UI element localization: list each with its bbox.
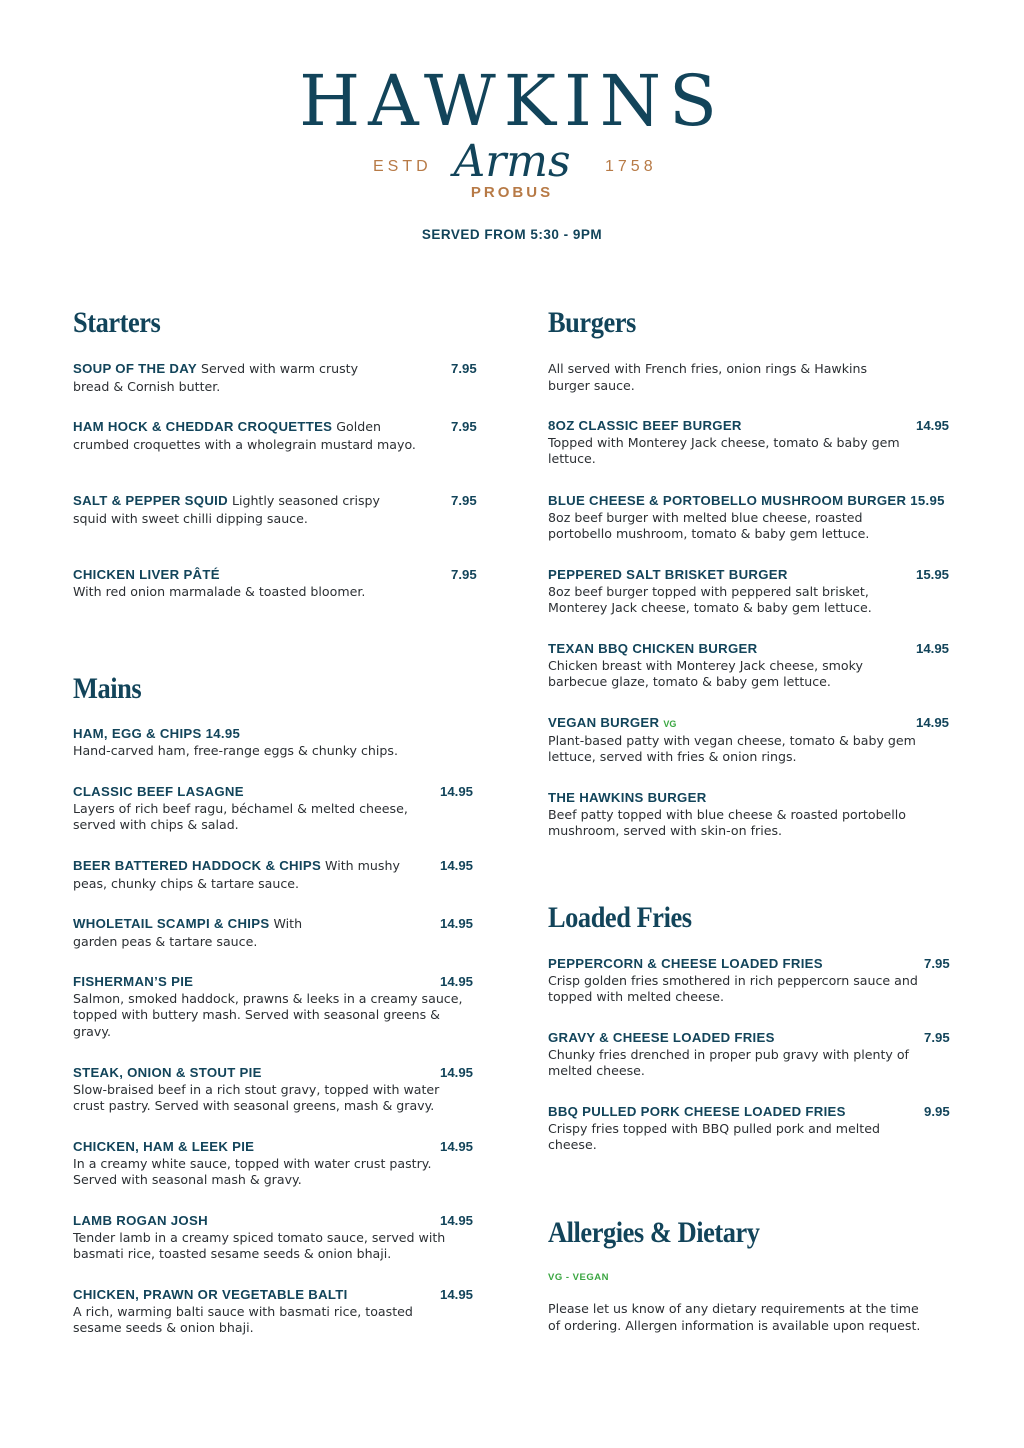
item-price: 7.95 [924,956,950,971]
item-description: 8oz beef burger topped with peppered salt brisket, Monterey Jack cheese, tomato & baby gem lettuce. [548,583,872,615]
item-description: Golden crumbed croquettes with a wholegrain mustard mayo. [73,419,416,452]
item-name: STEAK, ONION & STOUT PIE [73,1065,262,1080]
item-description: Hand-carved ham, free-range eggs & chunky chips. [73,742,398,758]
menu-item [548,790,948,840]
menu-item [73,361,393,396]
item-price: 14.95 [440,916,474,931]
menu-item [548,418,913,468]
item-description: Crispy fries topped with BBQ pulled pork and melted cheese. [548,1120,880,1152]
menu-item [73,1065,473,1115]
item-price: 7.95 [451,419,477,434]
item-name: PEPPERED SALT BRISKET BURGER [548,567,788,582]
menu-item [548,567,913,617]
vegan-tag: VG [663,719,677,729]
item-price: 14.95 [440,1287,474,1302]
item-description: Crisp golden fries smothered in rich peppercorn sauce and topped with melted cheese. [548,972,918,1004]
item-name: PEPPERCORN & CHEESE LOADED FRIES [548,956,823,971]
item-name: FISHERMAN’S PIE [73,974,194,989]
item-price: 14.95 [440,974,474,989]
item-price: 14.95 [440,1213,474,1228]
menu-item [548,1104,918,1154]
menu-item [73,784,443,834]
item-description: Chicken breast with Monterey Jack cheese, smoky barbecue glaze, tomato & baby gem lettuce. [548,657,863,689]
item-price: 15.95 [916,567,950,582]
item-description: Topped with Monterey Jack cheese, tomato & baby gem lettuce. [548,434,900,466]
item-price: 14.95 [440,858,474,873]
item-name: THE HAWKINS BURGER [548,790,707,805]
item-description: With mushy peas, chunky chips & tartare sauce. [73,858,400,891]
item-price: 14.95 [916,418,950,433]
item-name: TEXAN BBQ CHICKEN BURGER [548,641,758,656]
item-price: 14.95 [916,641,950,656]
item-price: 7.95 [451,361,477,376]
item-description: Beef patty topped with blue cheese & roasted portobello mushroom, served with skin-on fries. [548,806,907,838]
item-description: Plant-based patty with vegan cheese, tomato & baby gem lettuce, served with fries & onion rings. [548,732,916,764]
vegan-key: VG - VEGAN [548,1272,609,1283]
allergies-title: Allergies & Dietary [548,1216,760,1249]
item-name: SOUP OF THE DAY [73,361,197,376]
item-description: In a creamy white sauce, topped with water crust pastry. Served with seasonal mash & gravy. [73,1155,432,1187]
menu-item [73,567,423,600]
menu-item [548,641,913,691]
item-description: Slow-braised beef in a rich stout gravy, topped with water crust pastry. Served with seasonal greens, mash & gravy. [73,1081,440,1113]
item-description: A rich, warming balti sauce with basmati rice, toasted sesame seeds & onion bhaji. [73,1303,413,1335]
burgers-title: Burgers [548,306,636,339]
item-name: VEGAN BURGER [548,715,660,730]
item-price: 14.95 [440,784,474,799]
item-description: 8oz beef burger with melted blue cheese, roasted portobello mushroom, tomato & baby gem lettuce. [548,509,870,541]
item-name: LAMB ROGAN JOSH [73,1213,208,1228]
menu-item [73,974,463,1040]
menu-item [73,493,383,528]
brand-name: HAWKINS [299,60,725,142]
serving-hours: SERVED FROM 5:30 - 9PM [421,227,603,242]
item-name: 8OZ CLASSIC BEEF BURGER [548,418,742,433]
mains-title: Mains [73,672,142,705]
item-description: With red onion marmalade & toasted bloomer. [73,583,366,599]
menu-item [73,726,443,759]
brand-location: PROBUS [470,184,554,201]
item-name: HAM, EGG & CHIPS 14.95 [73,726,241,741]
item-name: CHICKEN LIVER PÂTÉ [73,567,220,582]
menu-item [548,493,948,543]
item-price: 14.95 [440,1065,474,1080]
brand-script: Arms [453,136,571,187]
allergy-note: Please let us know of any dietary requirements at the time of ordering. Allergen information is available upon request. [548,1301,921,1333]
item-name: CHICKEN, HAM & LEEK PIE [73,1139,255,1154]
menu-item [73,1213,463,1263]
brand-subline [0,136,1024,194]
menu-item [548,1030,923,1080]
menu-item [73,419,423,454]
item-name: GRAVY & CHEESE LOADED FRIES [548,1030,775,1045]
item-price: 14.95 [440,1139,474,1154]
item-description: Tender lamb in a creamy spiced tomato sauce, served with basmati rice, toasted sesame seeds & onion bhaji. [73,1229,446,1261]
brand-header [0,62,1024,201]
item-name: CHICKEN, PRAWN OR VEGETABLE BALTI [73,1287,348,1302]
menu-item [73,1287,453,1337]
item-description: Lightly seasoned crispy squid with sweet chilli dipping sauce. [73,493,380,526]
item-price: 7.95 [451,493,477,508]
menu-item [73,916,333,951]
item-price: 7.95 [451,567,477,582]
item-price: 7.95 [924,1030,950,1045]
starters-title: Starters [73,306,161,339]
item-price: 9.95 [924,1104,950,1119]
item-name: SALT & PEPPER SQUID [73,493,228,508]
item-price: 14.95 [916,715,950,730]
menu-item [548,715,928,766]
menu-item [73,858,423,893]
item-description: Chunky fries drenched in proper pub gravy with plenty of melted cheese. [548,1046,909,1078]
item-description: Layers of rich beef ragu, béchamel & melted cheese, served with chips & salad. [73,800,408,832]
item-description: Served with warm crusty bread & Cornish butter. [73,361,359,394]
item-name: CLASSIC BEEF LASAGNE [73,784,244,799]
item-name: HAM HOCK & CHEDDAR CROQUETTES [73,419,333,434]
loaded-fries-title: Loaded Fries [548,901,692,934]
item-description: Salmon, smoked haddock, prawns & leeks in a creamy sauce, topped with buttery mash. Served with seasonal greens & gravy. [73,990,463,1039]
estd-label: ESTD [373,158,432,175]
menu-item [548,956,928,1006]
item-name: WHOLETAIL SCAMPI & CHIPS [73,916,270,931]
burgers-intro: All served with French fries, onion rings & Hawkins burger sauce. [548,361,868,393]
item-name: BBQ PULLED PORK CHEESE LOADED FRIES [548,1104,846,1119]
menu-item [73,1139,433,1189]
estd-year: 1758 [605,158,657,175]
item-name: BEER BATTERED HADDOCK & CHIPS [73,858,322,873]
item-description: With garden peas & tartare sauce. [73,916,303,949]
item-name: BLUE CHEESE & PORTOBELLO MUSHROOM BURGER 15.95 [548,493,945,508]
